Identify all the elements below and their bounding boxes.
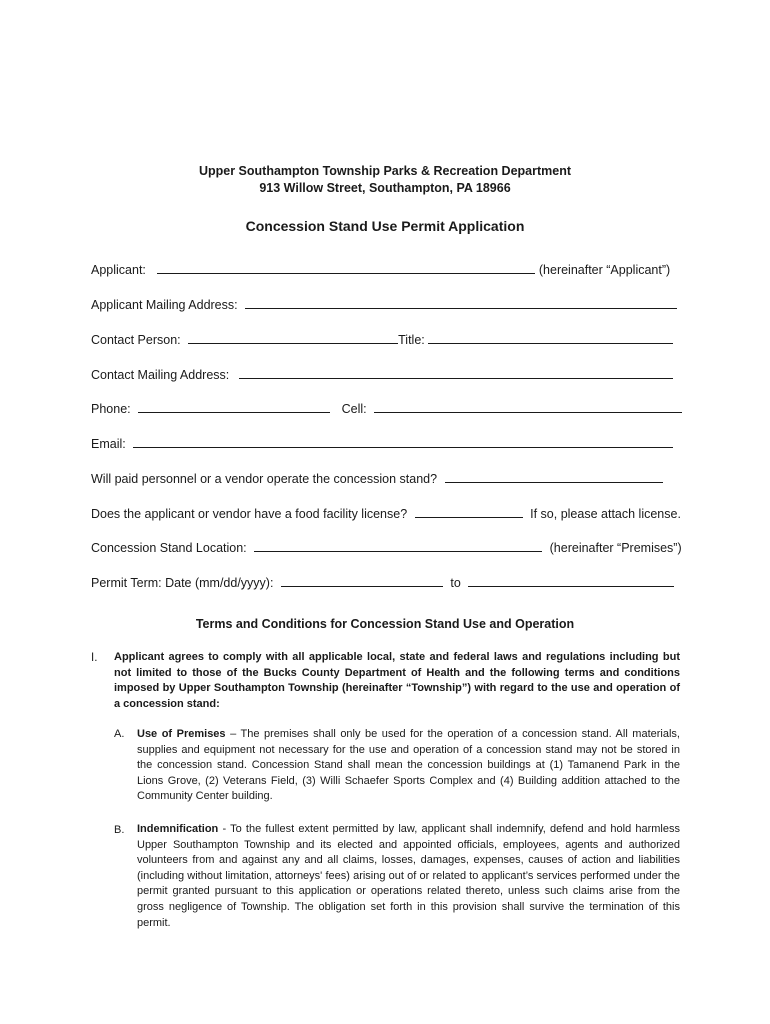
paid-personnel-field[interactable] bbox=[445, 470, 663, 483]
item-a-paragraph bbox=[137, 727, 680, 805]
email-row bbox=[91, 435, 673, 451]
phone-field[interactable] bbox=[138, 400, 330, 413]
mailing-address-field[interactable] bbox=[245, 296, 677, 309]
item-a-heading: Use of Premises bbox=[137, 728, 226, 740]
department-name: Upper Southampton Township Parks & Recreation Department bbox=[198, 164, 572, 178]
email-label: Email: bbox=[91, 437, 126, 451]
phone-label: Phone: bbox=[91, 402, 131, 416]
form-title: Concession Stand Use Permit Application bbox=[245, 218, 525, 234]
item-b-text: - To the fullest extent permitted by law, applicant shall indemnify, defend and hold harmless Upper Southampton Township and its elected and appointed officials, employees, agents and authorized volunteers from and against any and all claims, losses, damages, expenses, causes of action and liabilities (including without limitation, attorneys' fees) arising out of or related to applicant’s services performed under the permit granted pursuant to this application or operations related thereto, unless such claims arise from the gross negligence of Township. The obligation set forth in this provision shall survive the termination of this permit. bbox=[137, 823, 680, 929]
location-label: Concession Stand Location: bbox=[91, 541, 247, 555]
contact-mailing-label: Contact Mailing Address: bbox=[91, 368, 230, 382]
mailing-address-label: Applicant Mailing Address: bbox=[91, 298, 238, 312]
item-a-letter: A. bbox=[114, 728, 125, 740]
paid-personnel-row bbox=[91, 470, 663, 486]
food-license-label: Does the applicant or vendor have a food facility license? bbox=[91, 507, 408, 521]
permit-term-label: Permit Term: Date (mm/dd/yyyy): bbox=[91, 576, 274, 590]
applicant-suffix: (hereinafter “Applicant”) bbox=[538, 263, 671, 277]
section-1-text: Applicant agrees to comply with all applicable local, state and federal laws and regulations including but not limited to those of the Bucks County Department of Health and the following terms and conditions imposed by Upper Southampton Township (hereinafter “Township”) with regard to the use and operation of a concession stand: bbox=[114, 651, 680, 710]
contact-mailing-row bbox=[91, 366, 673, 382]
item-b-heading: Indemnification bbox=[137, 823, 219, 835]
contact-person-row bbox=[91, 331, 673, 347]
section-1-numeral: I. bbox=[91, 652, 98, 664]
permit-term-to: to bbox=[450, 576, 461, 590]
location-suffix: (hereinafter “Premises”) bbox=[549, 541, 682, 555]
food-license-suffix: If so, please attach license. bbox=[530, 507, 681, 521]
cell-label: Cell: bbox=[341, 402, 367, 416]
item-b-paragraph bbox=[137, 822, 680, 931]
department-address: 913 Willow Street, Southampton, PA 18966 bbox=[259, 181, 511, 195]
location-field[interactable] bbox=[254, 539, 542, 552]
applicant-field[interactable] bbox=[157, 261, 535, 274]
cell-field[interactable] bbox=[374, 400, 682, 413]
title-label: Title: bbox=[398, 333, 425, 347]
food-license-row bbox=[91, 505, 681, 521]
contact-person-field[interactable] bbox=[188, 331, 398, 344]
paid-personnel-label: Will paid personnel or a vendor operate the concession stand? bbox=[91, 472, 438, 486]
location-row bbox=[91, 539, 682, 555]
applicant-label: Applicant: bbox=[91, 263, 146, 277]
email-field[interactable] bbox=[133, 435, 673, 448]
item-a-text: – The premises shall only be used for the operation of a concession stand. All materials, supplies and equipment not necessary for the use and operation of a concession stand may not be stored in the concession stand. Concession Stand shall mean the concession buildings at (1) Tamanend Park in the Lions Grove, (2) Veterans Field, (3) Willi Schaefer Sports Complex and (4) Building addition attached to the Community Center building. bbox=[137, 728, 680, 803]
food-license-field[interactable] bbox=[415, 505, 523, 518]
permit-end-date-field[interactable] bbox=[468, 574, 674, 587]
permit-start-date-field[interactable] bbox=[281, 574, 443, 587]
mailing-address-row bbox=[91, 296, 677, 312]
item-b-letter: B. bbox=[114, 824, 125, 836]
contact-mailing-field[interactable] bbox=[239, 366, 673, 379]
title-field[interactable] bbox=[428, 331, 673, 344]
terms-title: Terms and Conditions for Concession Stand Use and Operation bbox=[195, 617, 575, 631]
permit-term-row bbox=[91, 574, 674, 590]
contact-person-label: Contact Person: bbox=[91, 333, 181, 347]
phone-row bbox=[91, 400, 682, 416]
applicant-row bbox=[91, 261, 670, 277]
